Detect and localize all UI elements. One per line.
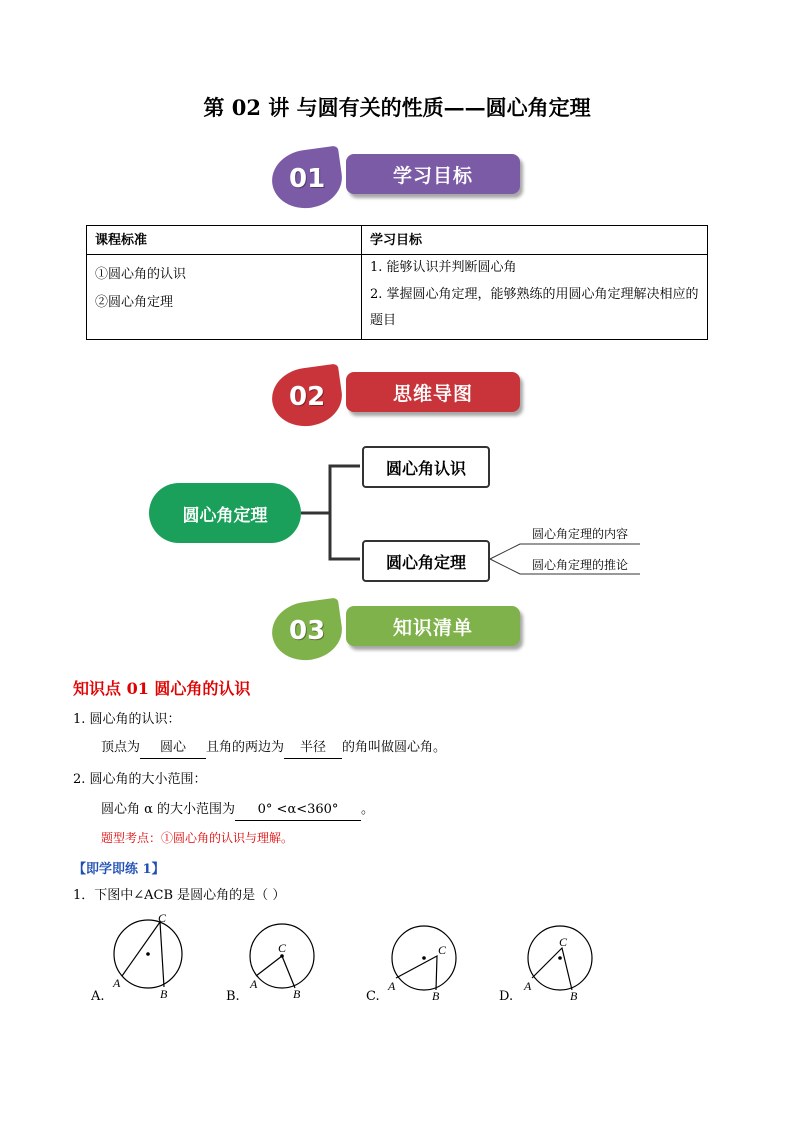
point-label-b: B bbox=[293, 987, 301, 1001]
point-label-a: A bbox=[113, 976, 121, 990]
option-c-label: C. bbox=[366, 989, 380, 1004]
point-label-b: B bbox=[432, 989, 440, 1003]
answer-blank: 圆心 bbox=[140, 738, 206, 759]
table-cell: ②圆心角定理 bbox=[95, 295, 174, 310]
knowledge-point-heading: 知识点 01 圆心角的认识 bbox=[73, 679, 251, 698]
question-text: 1．下图中∠ACB 是圆心角的是（ ） bbox=[73, 888, 286, 903]
table-header-row bbox=[87, 226, 708, 255]
option-b-label: B. bbox=[226, 989, 240, 1004]
figure-b bbox=[249, 924, 314, 1001]
mindmap-leaf-corollary: 圆心角定理的推论 bbox=[532, 558, 629, 572]
point-label-c: C bbox=[438, 943, 447, 957]
definition-line: 顶点为 圆心 且角的两边为 半径 的角叫做圆心角。 bbox=[101, 738, 446, 759]
point-label-a: A bbox=[250, 977, 258, 991]
answer-blank: 半径 bbox=[284, 738, 342, 759]
table-cell: ①圆心角的认识 bbox=[95, 267, 187, 282]
mindmap-leaf-content: 圆心角定理的内容 bbox=[532, 527, 629, 541]
point-label-b: B bbox=[570, 989, 578, 1003]
table-header: 课程标准 bbox=[87, 226, 362, 255]
practice-heading: 【即学即练 1】 bbox=[73, 862, 165, 877]
point-label-b: B bbox=[160, 987, 168, 1001]
section-banner-02 bbox=[272, 368, 532, 428]
figure-d bbox=[523, 926, 592, 1003]
table-cell: 1. 能够认识并判断圆心角 bbox=[370, 260, 517, 275]
mindmap-root: 圆心角定理 bbox=[149, 483, 301, 543]
option-a-label: A. bbox=[91, 989, 105, 1004]
mindmap-branch-recognition: 圆心角认识 bbox=[362, 446, 490, 488]
option-figures bbox=[80, 910, 620, 1010]
point-label-c: C bbox=[559, 935, 568, 949]
section-title-pill: 学习目标 bbox=[346, 154, 520, 194]
item-2-title: 2. 圆心角的大小范围： bbox=[73, 772, 207, 787]
option-d-label: D. bbox=[499, 989, 514, 1004]
section-title-pill: 知识清单 bbox=[346, 606, 520, 646]
point-label-c: C bbox=[158, 911, 167, 925]
point-label-c: C bbox=[278, 941, 287, 955]
item-1-title: 1. 圆心角的认识： bbox=[73, 712, 181, 727]
table-row bbox=[87, 255, 708, 340]
section-number-badge: 03 bbox=[268, 597, 345, 664]
section-banner-01 bbox=[272, 150, 532, 210]
point-label-a: A bbox=[524, 979, 532, 993]
mindmap-branch-theorem: 圆心角定理 bbox=[362, 540, 490, 582]
table-header: 学习目标 bbox=[362, 226, 708, 255]
figure-a bbox=[112, 911, 182, 1001]
section-title-pill: 思维导图 bbox=[346, 372, 520, 412]
section-number-badge: 02 bbox=[268, 363, 345, 430]
range-line: 圆心角 α 的大小范围为 0° <α<360° 。 bbox=[101, 800, 374, 821]
table-cell: 2. 掌握圆心角定理，能够熟练的用圆心角定理解决相应的题目 bbox=[370, 287, 699, 328]
section-number-badge: 01 bbox=[268, 145, 345, 212]
answer-blank: 0° <α<360° bbox=[235, 800, 361, 821]
course-standard-table bbox=[86, 225, 708, 340]
question-type-tip: 题型考点：①圆心角的认识与理解。 bbox=[101, 831, 294, 845]
page-title: 第 02 讲 与圆有关的性质——圆心角定理 bbox=[203, 95, 591, 120]
figure-c bbox=[387, 926, 456, 1003]
point-label-a: A bbox=[388, 979, 396, 993]
section-banner-03 bbox=[272, 602, 532, 662]
